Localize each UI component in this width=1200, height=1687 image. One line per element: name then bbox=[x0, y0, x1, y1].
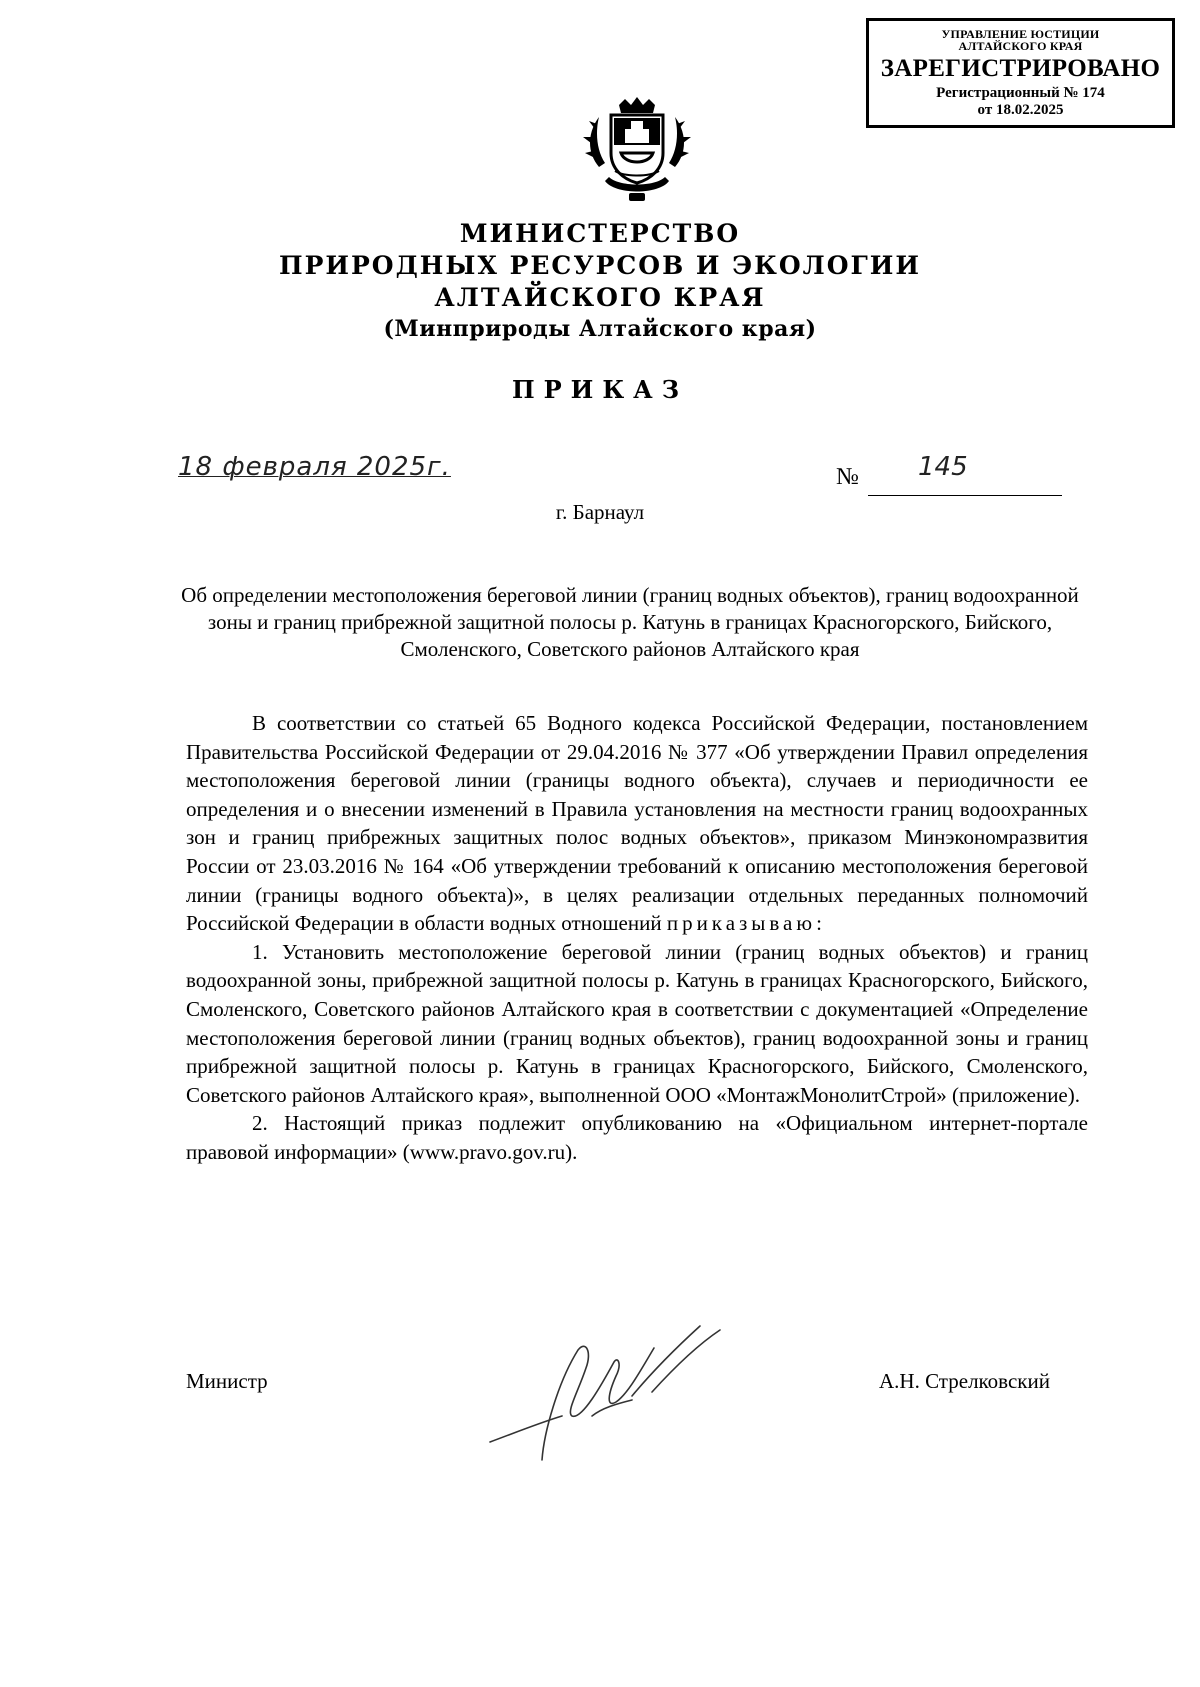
preamble-text: В соответствии со статьей 65 Водного кодекса Российской Федерации, постановлением Правительства Российской Федерации от 29.04.2016 № 377 «Об утверждении Правил определения местоположения береговой линии (границы водного объекта), случаев и периодичности ее определения и о внесении изменений в Правила установления на местности границ водоохранных зон и границ прибрежных защитных полос водных объектов», приказом Минэкономразвития России от 23.03.2016 № 164 «Об утверждении требований к описанию местоположения береговой линии (границы водного объекта)», в целях реализации отдельных переданных полномочий Российской Федерации в области водных отношений bbox=[186, 711, 1088, 936]
item-1: 1. Установить местоположение береговой линии (границ водных объектов) и границ водоохранной зоны, прибрежной защитной полосы р. Катунь в границах Красногорского, Бийского, Смоленского, Советского районов Алтайского края в соответствии с документацией «Определение местоположения береговой линии (границ водных объектов), границ водоохранной зоны и границ прибрежной защитной полосы р. Катунь в границах Красногорского, Бийского, Смоленского, Советского районов Алтайского края», выполненной ООО «МонтажМонолитСтрой» (приложение). bbox=[186, 939, 1088, 1107]
order-number-label: № bbox=[836, 464, 859, 490]
stamp-registered: ЗАРЕГИСТРИРОВАНО bbox=[880, 55, 1161, 82]
ministry-short-name: (Минприроды Алтайского края) bbox=[383, 316, 817, 342]
coat-of-arms-icon bbox=[581, 97, 693, 205]
order-body bbox=[186, 709, 1088, 1167]
ministry-title-line3: АЛТАЙСКОГО КРАЯ bbox=[434, 283, 766, 312]
order-word: приказываю bbox=[666, 911, 817, 936]
preamble-paragraph bbox=[186, 709, 1088, 938]
signatory-position: Министр bbox=[186, 1369, 268, 1393]
order-title: Об определении местоположения береговой линии (границ водных объектов), границ водоохранной зоны и границ прибрежной защитной полосы р. Катунь в границах Красногорского, Бийского, Смоленского, Советского районов Алтайского края bbox=[181, 583, 1079, 661]
order-number: 145 bbox=[918, 452, 968, 482]
stamp-reg-date: от 18.02.2025 bbox=[977, 102, 1064, 118]
stamp-org-line1: УПРАВЛЕНИЕ ЮСТИЦИИ bbox=[941, 27, 1100, 41]
stamp-reg-number: Регистрационный № 174 bbox=[936, 85, 1105, 101]
item-2: 2. Настоящий приказ подлежит опубликованию на «Официальном интернет-портале правовой информации» (www.pravo.gov.ru). bbox=[186, 1111, 1088, 1164]
ministry-title-line1: МИНИСТЕРСТВО bbox=[459, 219, 741, 248]
order-number-line bbox=[868, 495, 1062, 496]
signatory-name: А.Н. Стрелковский bbox=[879, 1369, 1050, 1393]
document-type: ПРИКАЗ bbox=[511, 375, 689, 404]
registration-stamp bbox=[866, 18, 1175, 128]
order-date: 18 февраля 2025г. bbox=[178, 452, 451, 482]
order-colon: : bbox=[816, 911, 822, 936]
stamp-org-line2: АЛТАЙСКОГО КРАЯ bbox=[958, 39, 1083, 53]
ministry-title-line2: ПРИРОДНЫХ РЕСУРСОВ И ЭКОЛОГИИ bbox=[278, 251, 922, 280]
handwritten-signature bbox=[482, 1312, 772, 1472]
city: г. Барнаул bbox=[555, 500, 645, 524]
